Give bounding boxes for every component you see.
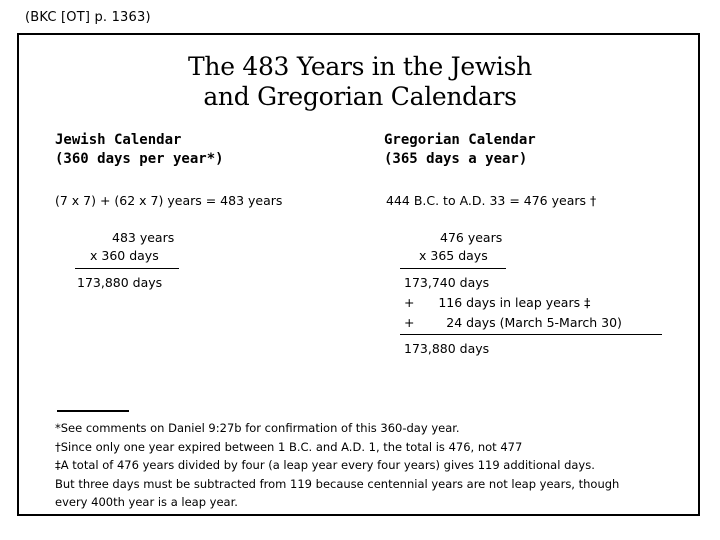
gregorian-heading: [384, 131, 536, 169]
jewish-mult-top: 483 years: [112, 230, 175, 245]
gregorian-heading-subtitle: (365 days a year): [384, 151, 528, 167]
title-line-1: The 483 Years in the Jewish: [188, 52, 532, 81]
footnote-dagger: †Since only one year expired between 1 B.C. and A.D. 1, the total is 476, not 477: [55, 439, 523, 454]
footnote-double-dagger-end: every 400th year is a leap year.: [55, 495, 238, 509]
jewish-heading-subtitle: (360 days per year*): [55, 151, 224, 167]
title-line-2: and Gregorian Calendars: [203, 82, 517, 111]
footnote-asterisk: *See comments on Daniel 9:27b for confirmation of this 360-day year.: [55, 421, 460, 435]
jewish-sum-rule: [75, 268, 179, 269]
jewish-equation: (7 x 7) + (62 x 7) years = 483 years: [55, 193, 283, 208]
gregorian-sum-rule: [400, 334, 662, 335]
gregorian-addend-1: + 116 days in leap years ‡: [404, 295, 591, 310]
gregorian-mult-bottom: x 365 days: [419, 248, 488, 263]
gregorian-product-rule: [400, 268, 506, 269]
source-reference: (BKC [OT] p. 1363): [25, 10, 151, 25]
page-title: [0, 52, 720, 112]
gregorian-mult-top: 476 years: [440, 230, 503, 245]
jewish-heading: [55, 131, 224, 169]
gregorian-addend-2: + 24 days (March 5-March 30): [404, 315, 622, 330]
gregorian-heading-title: Gregorian Calendar: [384, 132, 536, 148]
jewish-heading-title: Jewish Calendar: [55, 132, 182, 148]
gregorian-equation: 444 B.C. to A.D. 33 = 476 years †: [386, 193, 597, 208]
footnote-double-dagger-cont: But three days must be subtracted from 119 because centennial years are not leap years, though: [55, 476, 620, 491]
jewish-mult-bottom: x 360 days: [90, 248, 159, 263]
footnote-separator: [57, 410, 129, 412]
gregorian-subtotal: 173,740 days: [404, 275, 490, 290]
gregorian-result: 173,880 days: [404, 341, 490, 356]
footnotes: [55, 419, 619, 512]
footnote-double-dagger: ‡A total of 476 years divided by four (a leap year every four years) gives 119 additional days.: [55, 458, 595, 472]
jewish-result: 173,880 days: [77, 275, 163, 290]
